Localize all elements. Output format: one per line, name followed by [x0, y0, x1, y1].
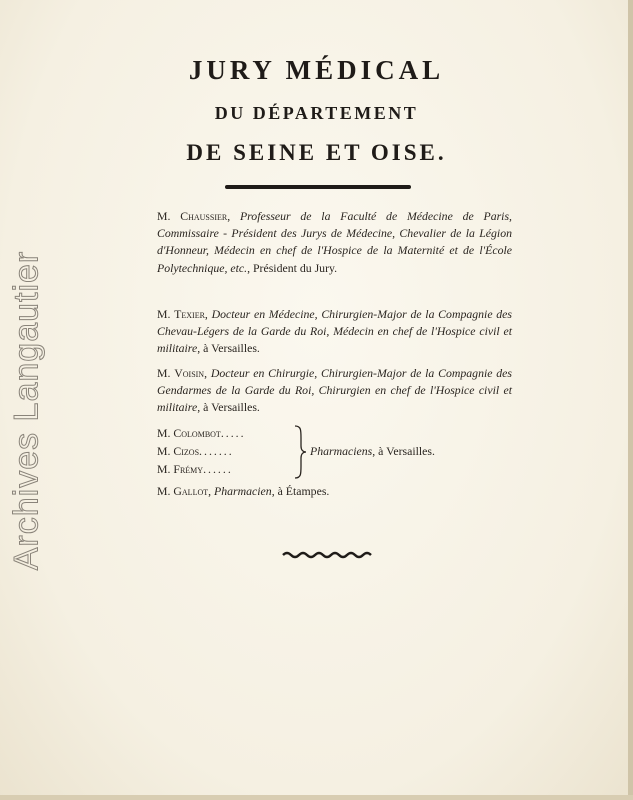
member-name: Texier [174, 307, 205, 321]
document-title: JURY MÉDICAL [188, 55, 445, 85]
wavy-ornament-icon [281, 550, 373, 560]
document-region: DE SEINE ET OISE. [186, 140, 447, 165]
pharmacist-row: M. Colombot..... [157, 426, 246, 440]
document-subtitle: DU DÉPARTEMENT [214, 103, 419, 123]
curly-brace-icon [293, 424, 307, 480]
member-entry-gallot: M. Gallot, Pharmacien, à Étampes. [157, 484, 330, 498]
pharmacist-group [157, 424, 517, 480]
member-name: Voisin [174, 366, 205, 380]
page-edge-bottom [0, 795, 633, 800]
pharmacist-row: M. Cizos....... [157, 444, 234, 458]
member-name: Chaussier [180, 209, 228, 223]
member-entry-voisin: M. Voisin, Docteur en Chirurgie, Chirurgien-Major de la Compagnie des Gendarmes de la Garde du Roi, Chirurgien en chef de l'Hospice civil et militaire, à Versailles. [157, 366, 512, 415]
member-titles: Docteur en Chirurgie, Chirurgien-Major de la Compagnie des Gendarmes de la Garde du Roi, Chirurgien en chef de l'Hospice civil et militaire [157, 366, 512, 415]
member-titles: Docteur en Médecine, Chirurgien-Major de la Compagnie des Chevau-Légers de la Garde du Roi, Médecin en chef de l'Hospice civil et militaire [157, 307, 513, 356]
pharmacist-row: M. Frémy...... [157, 462, 233, 476]
title-rule [225, 185, 411, 189]
member-entry-texier: M. Texier, Docteur en Médecine, Chirurgien-Major de la Compagnie des Chevau-Légers de la Garde du Roi, Médecin en chef de l'Hospice civil et militaire, à Versailles. [157, 307, 513, 356]
pharmacist-role: Pharmaciens, à Versailles. [310, 444, 435, 458]
archive-watermark: Archives Langautier [7, 250, 46, 570]
member-entry-chaussier: M. Chaussier, Professeur de la Faculté de Médecine de Paris, Commissaire - Président des Jurys de Médecine, Chevalier de la Légion d'Honneur, Médecin en chef de l'Hospice de la Maternité et de l'École Polytechnique, etc., Président du Jury. [157, 209, 513, 275]
member-titles: Professeur de la Faculté de Médecine de Paris, Commissaire - Président des Jurys de Médecine, Chevalier de la Légion d'Honneur, Médecin en chef de l'Hospice de la Maternité et de l'École Polytechnique, etc. [157, 209, 513, 275]
